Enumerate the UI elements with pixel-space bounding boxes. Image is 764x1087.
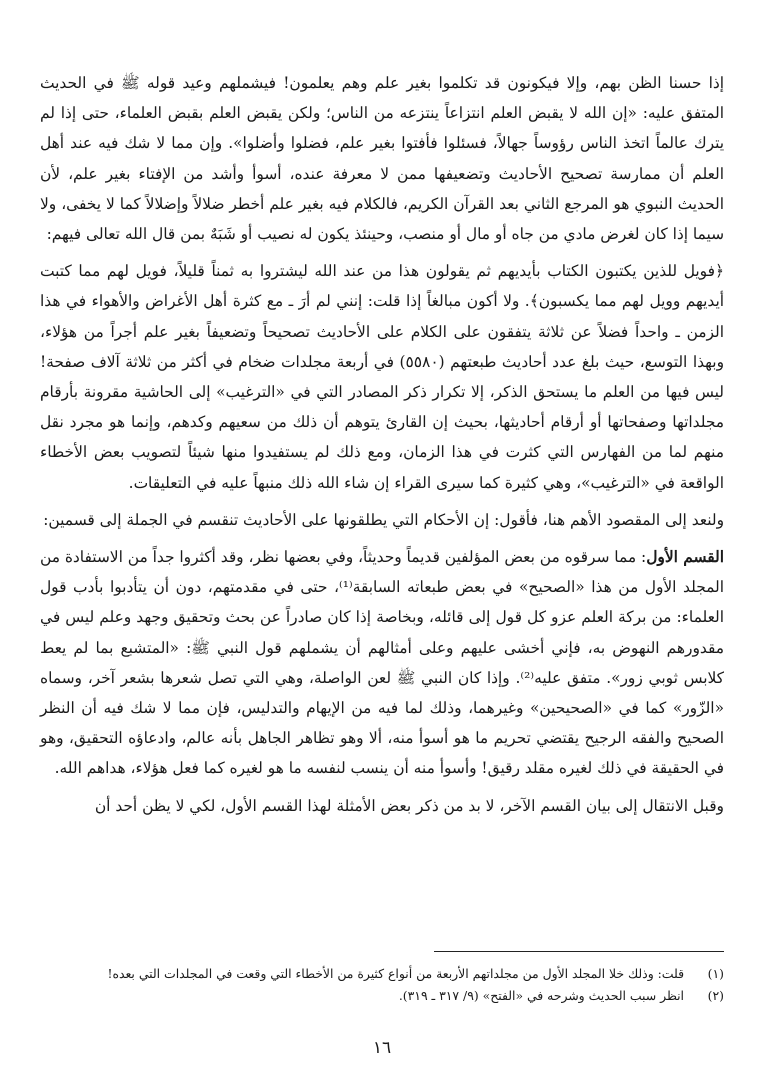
page-body <box>40 68 724 828</box>
footnote-1 <box>40 963 724 985</box>
page-number: ١٦ <box>372 1038 392 1058</box>
footnotes <box>40 963 724 1007</box>
paragraph-4-text: : مما سرقوه من بعض المؤلفين قديماً وحديثاً، وفي بعضها نظر، وقد أكثروا جداً من الاستفادة من المجلد الأول من هذا «الصحيح» في بعض طبعاته السابقة⁽¹⁾، حتى في مقدمتهم، دون أن يتأدبوا بأدب قول العلماء: من بركة العلم عزو كل قول إلى قائله، وبخاصة إذا كان صادراً عن بحث وتحقيق وجهد وعلم ليس في مقدورهم النهوض به، فإني أخشى عليهم وعلى أمثالهم أن يشملهم قول النبي ﷺ: «المتشبع بما لم يعط كلابس ثوبي زور». متفق عليه⁽²⁾. وإذا كان النبي ﷺ لعن الواصلة، وهي التي تصل شعرها بشعر آخر، وسماه «الزّور» كما في «الصحيحين» وغيرهما، وذلك لما فيه من الإيهام والتدليس، فإن مما لا شك فيه أن النظر الصحيح والفقه الرجيح يقتضي تحريم ما هو أسوأ منه، ألا وهو تظاهر الجاهل بأنه عالم، وادعاؤه التحقيق، وهو في الحقيقة في ذلك لغيره مقلد رقيق! وأسوأ منه أن ينسب لنفسه ما هو لغيره كما فعل هؤلاء، هداهم الله. <box>40 548 724 778</box>
paragraph-5: وقبل الانتقال إلى بيان القسم الآخر، لا بد من ذكر بعض الأمثلة لهذا القسم الأول، لكي لا يظن أحد أن <box>94 796 724 815</box>
paragraph-3: ولنعد إلى المقصود الأهم هنا، فأقول: إن الأحكام التي يطلقونها على الأحاديث تنقسم في الجملة إلى قسمين: <box>43 510 724 529</box>
footnote-text: انظر سبب الحديث وشرحه في «الفتح» (٩/ ٣١٧ ـ ٣١٩). <box>398 988 684 1003</box>
footnote-number: (١) <box>707 966 724 981</box>
section-heading: القسم الأول <box>646 548 724 567</box>
footnote-number: (٢) <box>707 988 724 1003</box>
paragraph-4 <box>40 542 724 784</box>
paragraph-1: إذا حسنا الظن بهم، وإلا فيكونون قد تكلموا بغير علم وهم يعلمون! فيشملهم وعيد قوله ﷺ في الحديث المتفق عليه: «إن الله لا يقبض العلم انتزاعاً ينتزعه من الناس؛ ولكن يقبض العلم بقبض العلماء، حتى إذا لم يترك عالماً اتخذ الناس رؤوساً جهالاً، فسئلوا فأفتوا بغير علم، فضلوا وأضلوا». وإن مما لا شك فيه عند أهل العلم أن ممارسة تصحيح الأحاديث وتضعيفها ممن لا معرفة عنده، أسوأ وأشد من الإفتاء بغير علم، لأن الحديث النبوي هو المرجع الثاني بعد القرآن الكريم، فالكلام فيه بغير علم أخطر ضلالاً وإضلالاً كما لا يخفى، ولا سيما إذا كان لغرض مادي من جاه أو مال أو منصب، وحينئذ يكون له نصيب أو شَبَهٌ بمن قال الله تعالى فيهم: <box>40 74 724 244</box>
footnote-2 <box>40 985 724 1007</box>
paragraph-2: ﴿فويل للذين يكتبون الكتاب بأيديهم ثم يقولون هذا من عند الله ليشتروا به ثمناً قليلاً، فويل لهم مما كتبت أيديهم وويل لهم مما يكسبون﴾. ولا أكون مبالغاً إذا قلت: إنني لم أرَ ـ مع كثرة أهل الأغراض والأهواء في هذا الزمن ـ واحداً فضلاً عن ثلاثة يتفقون على الكلام على الأحاديث تصحيحاً وتضعيفاً بغير علم أجراً من هؤلاء، وبهذا التوسع، حيث بلغ عدد أحاديث طبعتهم (٥٥٨٠) في أربعة مجلدات ضخام في أكثر من ثلاثة آلاف صفحة! ليس فيها من العلم ما يستحق الذكر، إلا تكرار ذكر المصادر التي في «الترغيب» إلى الحاشية مقرونة بأرقام مجلداتها وصفحاتها أو أرقام أحاديثها، بحيث إن القارئ يتوهم أن ذلك من سعيهم وكدهم، وإنما هو مجرد نقل منهم لما من الفهارس التي كثرت في هذا الزمان، ومع ذلك لم يستفيدوا منها شيئاً لتصويب بعض الأخطاء الواقعة في «الترغيب»، وهي كثيرة كما سيرى القراء إن شاء الله ذلك منبهاً عليه في التعليقات. <box>40 262 725 492</box>
footnote-text: قلت: وذلك خلا المجلد الأول من مجلداتهم الأربعة من أنواع كثيرة من الأخطاء التي وقعت في المجلدات التي بعده! <box>107 966 684 981</box>
footnote-divider <box>434 951 724 952</box>
